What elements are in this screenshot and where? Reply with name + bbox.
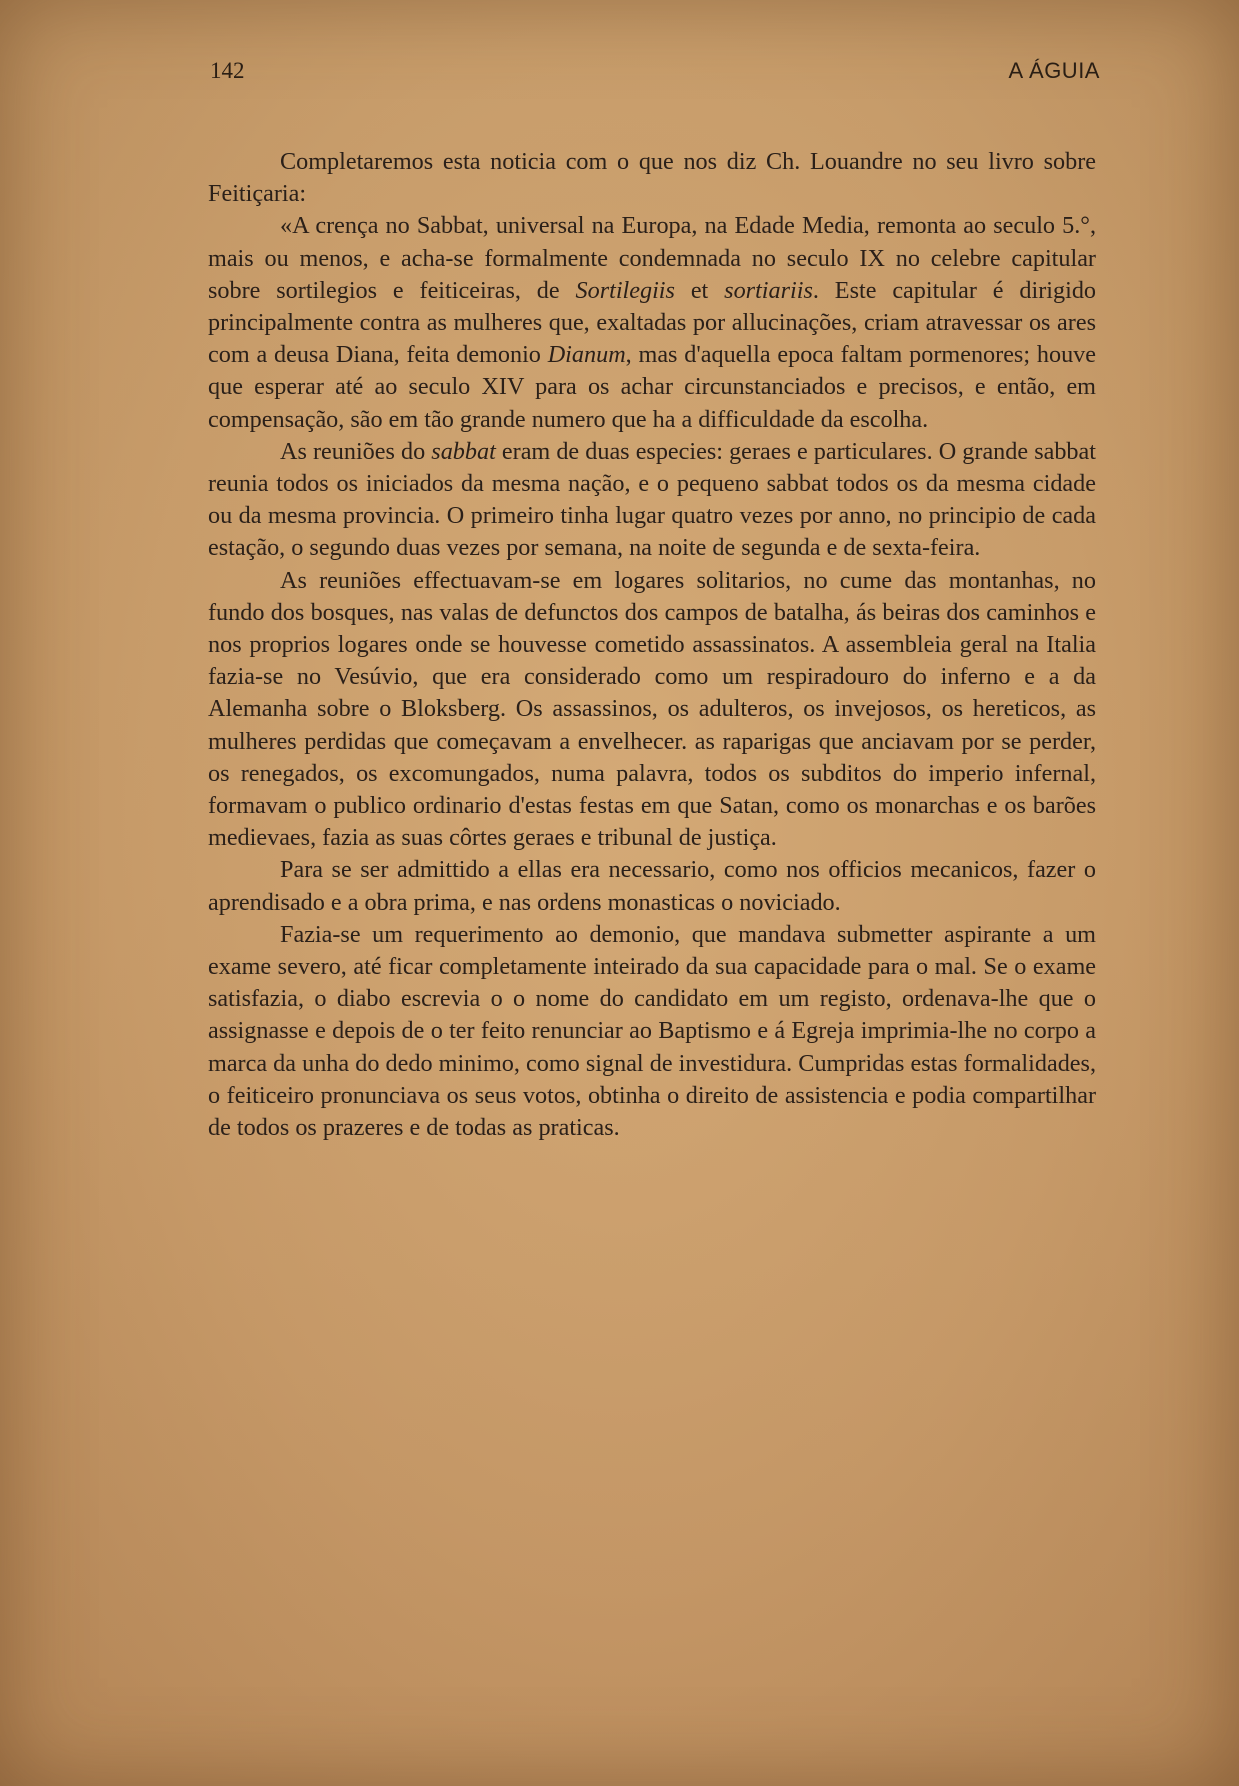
paragraph-text: «A crença no Sabbat, universal na Europa, na Edade Media, remonta ao seculo 5.°, mais ou menos, e acha-se formalmente condemnada no seculo IX no celebre capitular sobre sortilegios e feiticeiras, de [208, 212, 1096, 304]
italic-term: Sortilegiis [575, 276, 675, 304]
paragraph-text: As reuniões effectuavam-se em logares solitarios, no cume das montanhas, no fundo dos bosques, nas valas de defunctos dos campos de batalha, ás beiras dos caminhos e nos proprios logares onde se houvesse cometido assassinatos. A assembleia geral na Italia fazia-se no Vesúvio, que era considerado como um respiradouro do inferno e a da Alemanha sobre o Bloksberg. Os assassinos, os adulteros, os invejosos, os hereticos, as mulheres perdidas que começavam a envelhecer. as raparigas que anciavam por se perder, os renegados, os excomungados, numa palavra, todos os subditos do imperio infernal, formavam o publico ordinario d'estas festas em que Satan, como os monarchas e os barões medievaes, fazia as suas côrtes geraes e tribunal de justiça. [208, 566, 1096, 852]
paragraph-text: As reuniões do [280, 437, 432, 465]
paragraph-text: Para se ser admittido a ellas era necessario, como nos officios mecanicos, fazer o aprendisado e a obra prima, e nas ordens monasticas o noviciado. [208, 856, 1096, 916]
paragraph-text: . Este capitular é dirigido principalmente contra as mulheres que, exaltadas por allucinações, criam atravessar os ares com a deusa Diana, feita demonio [208, 276, 1097, 369]
running-title: A ÁGUIA [1008, 58, 1100, 83]
paragraph-text: et [674, 276, 725, 304]
paragraph-text: Fazia-se um requerimento ao demonio, que mandava submetter aspirante a um exame severo, até ficar completamente inteirado da sua capacidade para o mal. Se o exame satisfazia, o diabo escrevia o o nome do candidato em um registo, ordenava-lhe que o assignasse e depois de o ter feito renunciar ao Baptismo e á Egreja imprimia-lhe no corpo a marca da unha do dedo minimo, como signal de investidura. Cumpridas estas formalidades, o feiticeiro pronunciava os seus votos, obtinha o direito de assistencia e podia compartilhar de todos os prazeres e de todas as praticas. [208, 920, 1096, 1142]
paragraph [208, 854, 1096, 918]
italic-term: Dianum [547, 341, 626, 369]
paragraph [208, 146, 1096, 210]
paragraph-text: , mas d'aquella epoca faltam pormenores; houve que esperar até ao seculo XIV para os achar circunstanciados e precisos, e então, em compensação, são em tão grande numero que ha a difficuldade da escolha. [208, 341, 1096, 433]
paragraph [208, 436, 1096, 565]
paragraph [208, 210, 1096, 435]
page-number: 142 [210, 58, 245, 83]
paragraph-text: Completaremos esta noticia com o que nos diz Ch. Louandre no seu livro sobre Feitiçaria: [208, 148, 1096, 208]
page-header [210, 58, 1100, 90]
italic-term: sabbat [431, 437, 496, 465]
paragraph-text: eram de duas especies: geraes e particulares. O grande sabbat reunia todos os iniciados da mesma nação, e o pequeno sabbat todos os da mesma cidade ou da mesma provincia. O primeiro tinha lugar quatro vezes por anno, no principio de cada estação, o segundo duas vezes por semana, na noite de segunda e de sexta-feira. [208, 437, 1096, 562]
paragraph [208, 565, 1096, 855]
article-body [208, 146, 1096, 1144]
paragraph [208, 919, 1096, 1144]
italic-term: sortiariis [724, 276, 813, 304]
